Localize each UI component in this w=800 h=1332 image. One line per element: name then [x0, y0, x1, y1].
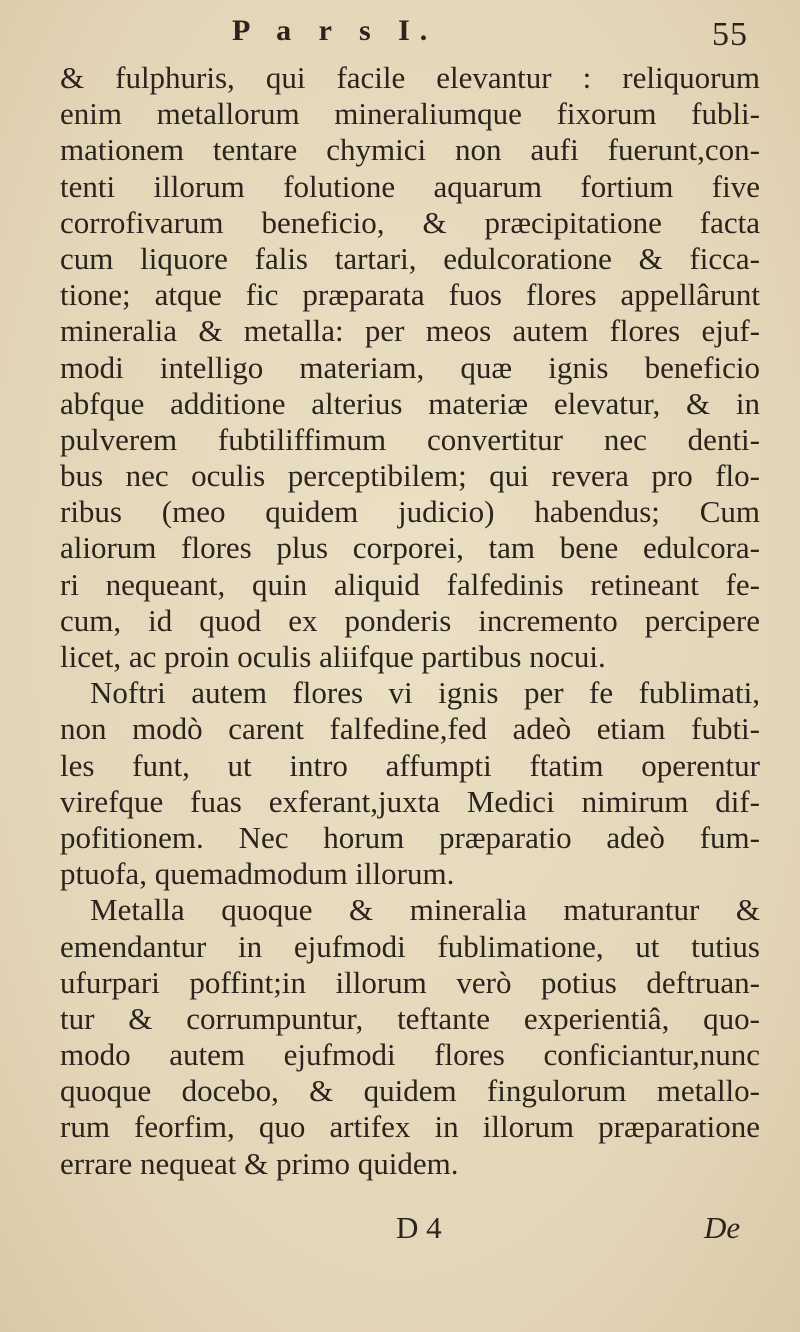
running-head: [0, 10, 800, 60]
text-line: mationem tentare chymici non aufi fuerunt,con-: [60, 132, 760, 168]
page-footer: [0, 1210, 800, 1250]
text-line: modo autem ejufmodi flores conficiantur,nunc: [60, 1037, 760, 1073]
text-line: ptuofa, quemadmodum illorum.: [60, 856, 455, 892]
text-line: pulverem fubtiliffimum convertitur nec denti-: [60, 421, 760, 457]
text-line: licet, ac proin oculis aliifque partibus nocui.: [60, 639, 606, 674]
text-line: errare nequeat & primo quidem.: [60, 1145, 459, 1181]
text-line: enim metallorum mineraliumque fixorum fubli-: [60, 96, 760, 132]
text-line: corrofivarum beneficio, & præcipitatione facta: [60, 204, 760, 240]
text-line: rum feorfim, quo artifex in illorum præparatione: [60, 1109, 760, 1145]
text-line: quoque docebo, & quidem fingulorum metallo-: [60, 1073, 760, 1109]
text-line: bus nec oculis perceptibilem; qui revera pro flo-: [60, 458, 760, 494]
text-line: Noftri autem flores vi ignis per fe fublimati,: [90, 675, 760, 711]
text-line: tione; atque fic præparata fuos flores appellârunt: [60, 277, 760, 313]
text-line: aliorum flores plus corporei, tam bene edulcora-: [60, 530, 760, 566]
text-line: virefque fuas exferant,juxta Medici nimirum dif-: [60, 783, 760, 819]
text-line: tur & corrumpuntur, teftante experientiâ, quo-: [60, 1000, 760, 1036]
text-line: ribus (meo quidem judicio) habendus; Cum: [60, 494, 760, 530]
text-line: tenti illorum folutione aquarum fortium five: [60, 168, 760, 204]
text-line: ufurpari poffint;in illorum verò potius deftruan-: [60, 964, 760, 1000]
text-line: les funt, ut intro affumpti ftatim operentur: [60, 747, 760, 783]
text-line: Metalla quoque & mineralia maturantur &: [90, 892, 760, 928]
text-line: emendantur in ejufmodi fublimatione, ut tutius: [60, 928, 760, 964]
text-line: ri nequeant, quin aliquid falfedinis retineant fe-: [60, 566, 760, 602]
text-line: cum, id quod ex ponderis incremento percipere: [60, 602, 760, 638]
text-line: modi intelligo materiam, quæ ignis beneficio: [60, 349, 760, 385]
page-number: 55: [712, 16, 748, 53]
signature-mark: D 4: [396, 1210, 442, 1245]
body-text: [60, 60, 760, 1182]
text-line: abfque additione alterius materiæ elevatur, & in: [60, 385, 760, 421]
running-title: P a r s I.: [232, 14, 438, 47]
text-line: pofitionem. Nec horum præparatio adeò fum-: [60, 819, 760, 855]
text-line: cum liquore falis tartari, edulcoratione & ficca-: [60, 240, 760, 276]
text-line: & fulphuris, qui facile elevantur : reliquorum: [60, 60, 760, 95]
catchword: De: [704, 1210, 741, 1245]
text-line: mineralia & metalla: per meos autem flores ejuf-: [60, 313, 760, 349]
text-line: non modò carent falfedine,fed adeò etiam fubti-: [60, 711, 760, 747]
